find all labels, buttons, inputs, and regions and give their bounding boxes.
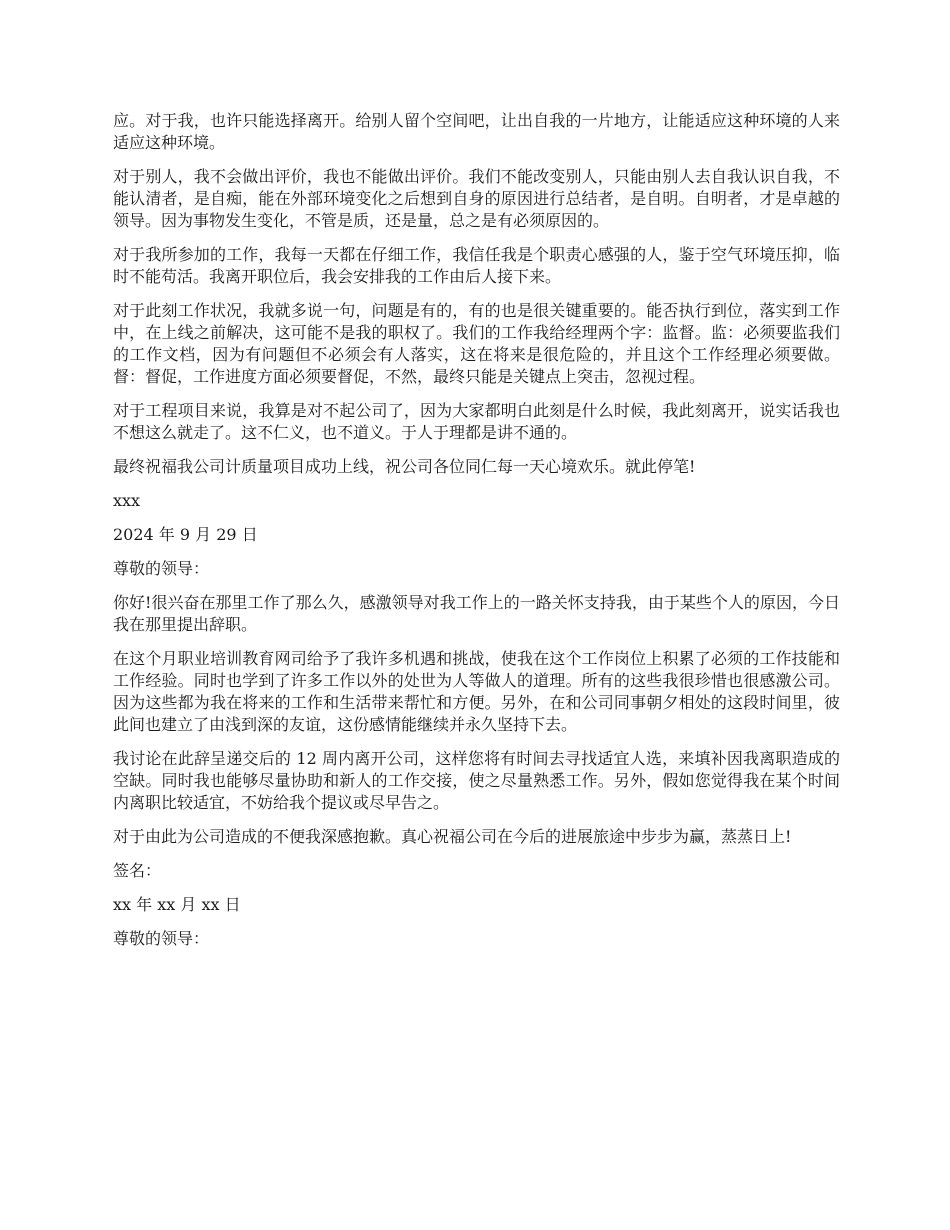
signature-label: 签名： (113, 861, 162, 880)
salutation-next: 尊敬的领导： (113, 929, 210, 948)
paragraph-gratitude: 在这个月职业培训教育网司给予了我许多机遇和挑战，使我在这个工作岗位上积累了必须的工作技能和工作经验。同时也学到了许多工作以外的处世为人等做人的道理。所有的这些我很珍惜也很感激公司。因为这些都为我在将来的工作和生活带来帮忙和方便。另外，在和公司同事朝夕相处的这段时间里，彼此间也建立了由浅到深的友谊，这份感情能继续并永久坚持下去。 (113, 649, 840, 734)
paragraph-closing-wish: 最终祝福我公司计质量项目成功上线，祝公司各位同仁每一天心境欢乐。就此停笔! (113, 457, 696, 476)
paragraph-work-status: 对于此刻工作状况，我就多说一句，问题是有的，有的也是很关键重要的。能否执行到位，落实到工作中，在上线之前解决，这可能不是我的职权了。我们的工作我给经理两个字：监督。监：必须要监我们的工作文档，因为有问题但不必须会有人落实，这在将来是很危险的，并且这个工作经理必须要做。督：督促，工作进度方面必须要督促，不然，最终只能是关键点上突击，忽视过程。 (113, 301, 840, 386)
signature-name: xxx (113, 491, 141, 510)
salutation: 尊敬的领导： (113, 559, 210, 578)
paragraph-work-duty: 对于我所参加的工作，我每一天都在仔细工作，我信任我是个职责心感强的人，鉴于空气环境压抑，临时不能苟活。我离开职位后，我会安排我的工作由后人接下来。 (113, 245, 840, 286)
paragraph-evaluation: 对于别人，我不会做出评价，我也不能做出评价。我们不能改变别人，只能由别人去自我认识自我，不能认清者，是自痴，能在外部环境变化之后想到自身的原因进行总结者，是自明。自明者，才是卓越的领导。因为事物发生变化，不管是质，还是量，总之是有必须原因的。 (113, 167, 840, 230)
paragraph-continuation: 应。对于我，也许只能选择离开。给别人留个空间吧，让出自我的一片地方，让能适应这种环境的人来适应这种环境。 (113, 111, 840, 152)
signature-date: xx 年 xx 月 xx 日 (113, 895, 241, 914)
paragraph-leave-plan: 我讨论在此辞呈递交后的 12 周内离开公司，这样您将有时间去寻找适宜人选，来填补因我离职造成的空缺。同时我也能够尽量协助和新人的工作交接，使之尽量熟悉工作。另外，假如您觉得我在某个时间内离职比较适宜，不妨给我个提议或尽早告之。 (113, 749, 840, 812)
paragraph-apology: 对于由此为公司造成的不便我深感抱歉。真心祝福公司在今后的进展旅途中步步为赢，蒸蒸日上! (113, 827, 792, 846)
document-body (113, 110, 840, 962)
paragraph-greeting: 你好!很兴奋在那里工作了那么久，感激领导对我工作上的一路关怀支持我，由于某些个人的原因，今日我在那里提出辞职。 (113, 593, 840, 634)
paragraph-project: 对于工程项目来说，我算是对不起公司了，因为大家都明白此刻是什么时候，我此刻离开，说实话我也不想这么就走了。这不仁义，也不道义。于人于理都是讲不通的。 (113, 401, 840, 442)
letter-date: 2024 年 9 月 29 日 (113, 525, 258, 544)
